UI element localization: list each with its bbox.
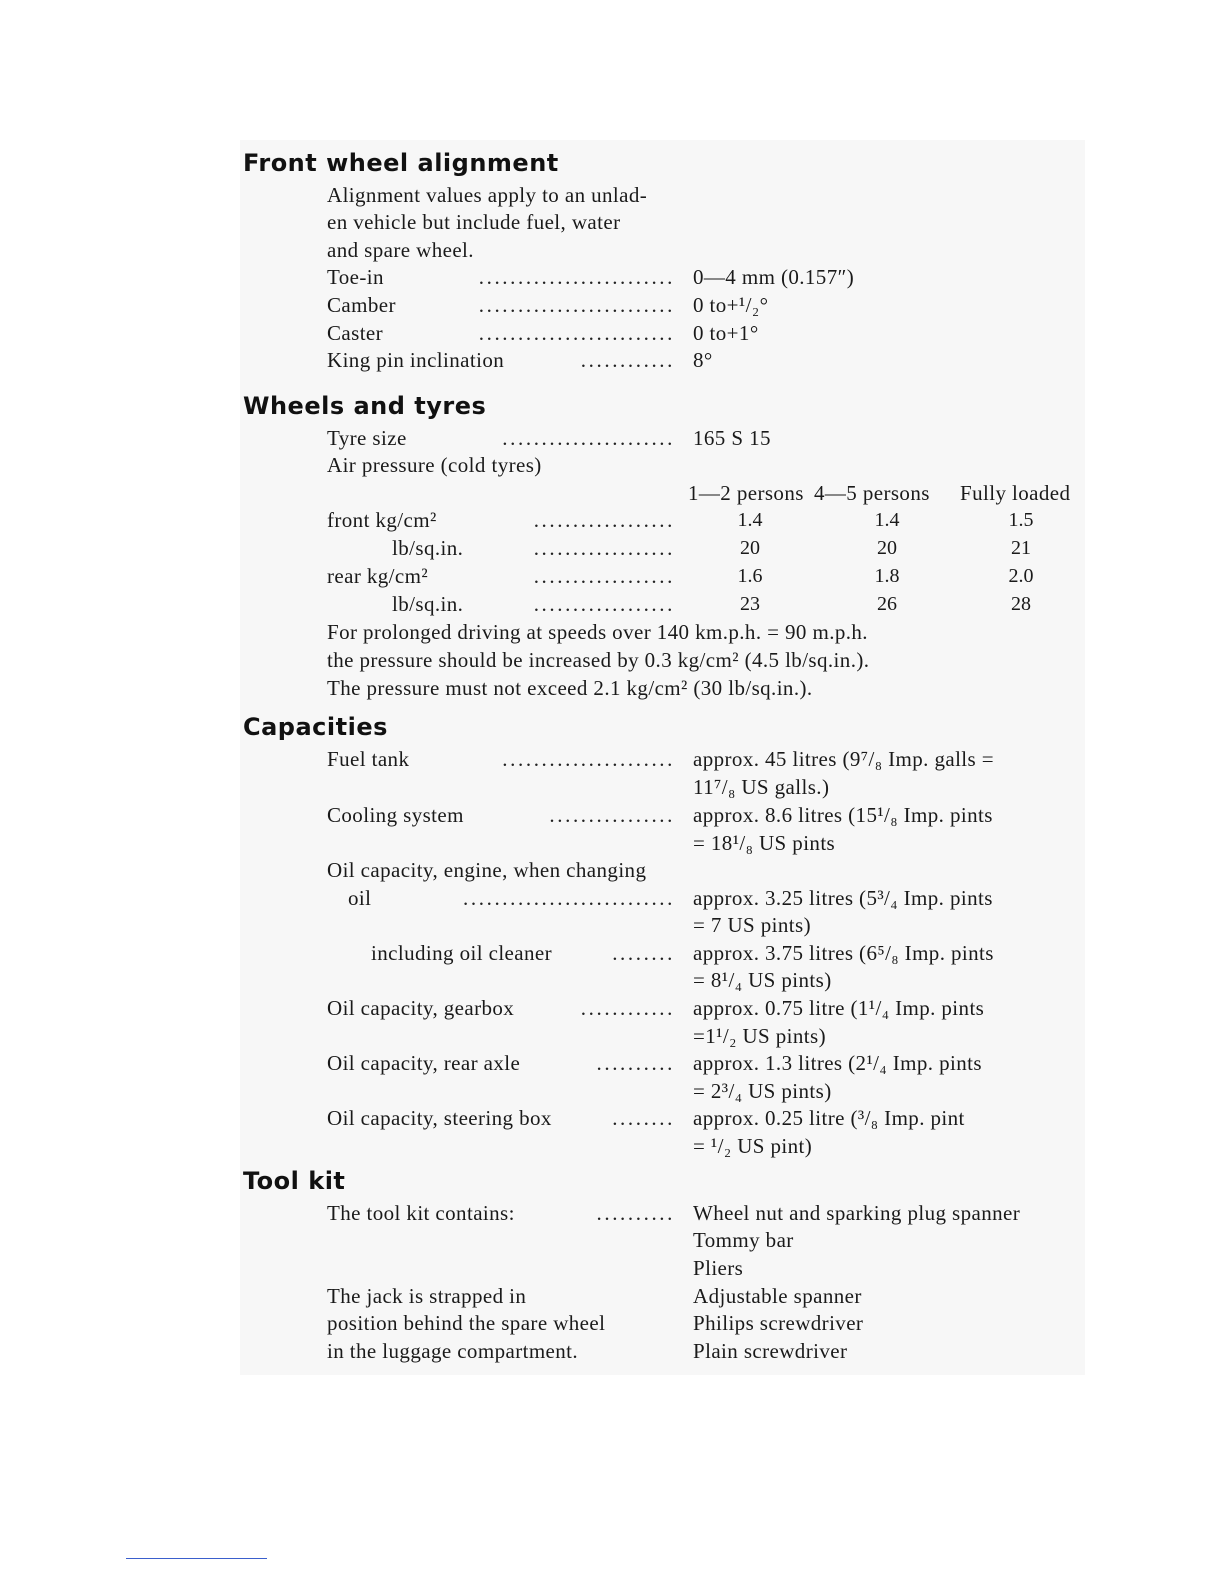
dot-leader: ............ (580, 348, 675, 372)
dot-leader: ......................... (478, 265, 675, 289)
tool-item: Plain screwdriver (693, 1339, 848, 1363)
spec-label-camber: Camber (327, 293, 396, 317)
capacity-label-fuel-tank: Fuel tank (327, 747, 410, 771)
jack-note: The jack is strapped in (327, 1284, 527, 1308)
capacity-label-steering-box: Oil capacity, steering box (327, 1106, 552, 1130)
dot-leader: .......... (596, 1051, 675, 1075)
dot-leader: ......................... (478, 293, 675, 317)
intro-line: and spare wheel. (327, 238, 474, 262)
tool-item: Pliers (693, 1256, 744, 1280)
pressure-value: 20 (877, 537, 897, 559)
dot-leader: .................. (533, 592, 675, 616)
capacity-label-engine-oil-cont: oil (348, 886, 372, 910)
dot-leader: ................ (549, 803, 675, 827)
spec-value-king-pin: 8° (693, 348, 713, 372)
air-pressure-label: Air pressure (cold tyres) (327, 453, 542, 477)
section-title-wheels-and-tyres: Wheels and tyres (243, 392, 487, 420)
intro-line: Alignment values apply to an unlad- (327, 183, 648, 207)
capacity-value: = 2³/₄ US pints) (693, 1079, 832, 1103)
dot-leader: .................. (533, 536, 675, 560)
pressure-note: the pressure should be increased by 0.3 kg/cm² (4.5 lb/sq.in.). (327, 648, 870, 672)
capacity-value: approx. 8.6 litres (15¹/₈ Imp. pints (693, 803, 993, 827)
spec-value-toe-in: 0—4 mm (0.157″) (693, 265, 855, 289)
dot-leader: ......................... (478, 321, 675, 345)
dot-leader: .................. (533, 564, 675, 588)
pressure-value: 20 (740, 537, 760, 559)
pressure-value: 1.8 (874, 565, 900, 587)
capacity-value: =1¹/₂ US pints) (693, 1024, 826, 1048)
pressure-row-label: lb/sq.in. (392, 592, 464, 616)
capacity-value: approx. 0.25 litre (³/₈ Imp. pint (693, 1106, 965, 1130)
pressure-note: The pressure must not exceed 2.1 kg/cm² (30 lb/sq.in.). (327, 676, 813, 700)
footnote-rule (126, 1558, 267, 1559)
capacity-label-engine-oil: Oil capacity, engine, when changing (327, 858, 647, 882)
tool-item: Philips screwdriver (693, 1311, 864, 1335)
capacity-value: = 7 US pints) (693, 913, 811, 937)
capacity-value: approx. 1.3 litres (2¹/₄ Imp. pints (693, 1051, 982, 1075)
section-title-tool-kit: Tool kit (243, 1167, 346, 1195)
dot-leader: ........ (612, 941, 675, 965)
jack-note: position behind the spare wheel (327, 1311, 606, 1335)
pressure-row-label: rear kg/cm² (327, 564, 429, 588)
capacity-label-cooling-system: Cooling system (327, 803, 464, 827)
pressure-value: 1.4 (737, 509, 763, 531)
spec-label-tyre-size: Tyre size (327, 426, 407, 450)
dot-leader: .......... (596, 1201, 675, 1225)
pressure-value: 21 (1011, 537, 1031, 559)
pressure-value: 1.6 (737, 565, 763, 587)
section-title-capacities: Capacities (243, 713, 388, 741)
capacity-value: 11⁷/₈ US galls.) (693, 775, 830, 799)
col-header-4-5-persons: 4—5 persons (814, 481, 930, 505)
capacity-value: approx. 45 litres (9⁷/₈ Imp. galls = (693, 747, 995, 771)
tool-item: Adjustable spanner (693, 1284, 862, 1308)
tool-item: Wheel nut and sparking plug spanner (693, 1201, 1021, 1225)
capacity-label-oil-cleaner: including oil cleaner (371, 941, 553, 965)
capacity-label-gearbox: Oil capacity, gearbox (327, 996, 515, 1020)
pressure-value: 1.4 (874, 509, 900, 531)
pressure-value: 23 (740, 593, 760, 615)
spec-value-tyre-size: 165 S 15 (693, 426, 771, 450)
capacity-label-rear-axle: Oil capacity, rear axle (327, 1051, 521, 1075)
dot-leader: ........................... (463, 886, 675, 910)
pressure-note: For prolonged driving at speeds over 140 km.p.h. = 90 m.p.h. (327, 620, 868, 644)
pressure-row-label: front kg/cm² (327, 508, 437, 532)
intro-line: en vehicle but include fuel, water (327, 210, 621, 234)
pressure-value: 1.5 (1008, 509, 1034, 531)
jack-note: in the luggage compartment. (327, 1339, 579, 1363)
dot-leader: ...................... (502, 747, 675, 771)
pressure-value: 26 (877, 593, 897, 615)
tool-item: Tommy bar (693, 1228, 794, 1252)
capacity-value: approx. 0.75 litre (1¹/₄ Imp. pints (693, 996, 985, 1020)
col-header-1-2-persons: 1—2 persons (688, 481, 804, 505)
dot-leader: ...................... (502, 426, 675, 450)
pressure-row-label: lb/sq.in. (392, 536, 464, 560)
pressure-value: 28 (1011, 593, 1031, 615)
capacity-value: = ¹/₂ US pint) (693, 1134, 813, 1158)
spec-label-toe-in: Toe-in (327, 265, 384, 289)
section-title-front-wheel-alignment: Front wheel alignment (243, 149, 559, 177)
capacity-value: approx. 3.75 litres (6⁵/₈ Imp. pints (693, 941, 994, 965)
dot-leader: .................. (533, 508, 675, 532)
col-header-fully-loaded: Fully loaded (960, 481, 1071, 505)
capacity-value: = 18¹/₈ US pints (693, 831, 836, 855)
capacity-value: = 8¹/₄ US pints) (693, 968, 832, 992)
capacity-value: approx. 3.25 litres (5³/₄ Imp. pints (693, 886, 993, 910)
dot-leader: ............ (580, 996, 675, 1020)
dot-leader: ........ (612, 1106, 675, 1130)
spec-label-caster: Caster (327, 321, 384, 345)
pressure-value: 2.0 (1008, 565, 1034, 587)
spec-label-king-pin: King pin inclination (327, 348, 505, 372)
spec-value-caster: 0 to+1° (693, 321, 759, 345)
spec-value-camber: 0 to+¹/₂° (693, 293, 769, 317)
tool-kit-label: The tool kit contains: (327, 1201, 515, 1225)
